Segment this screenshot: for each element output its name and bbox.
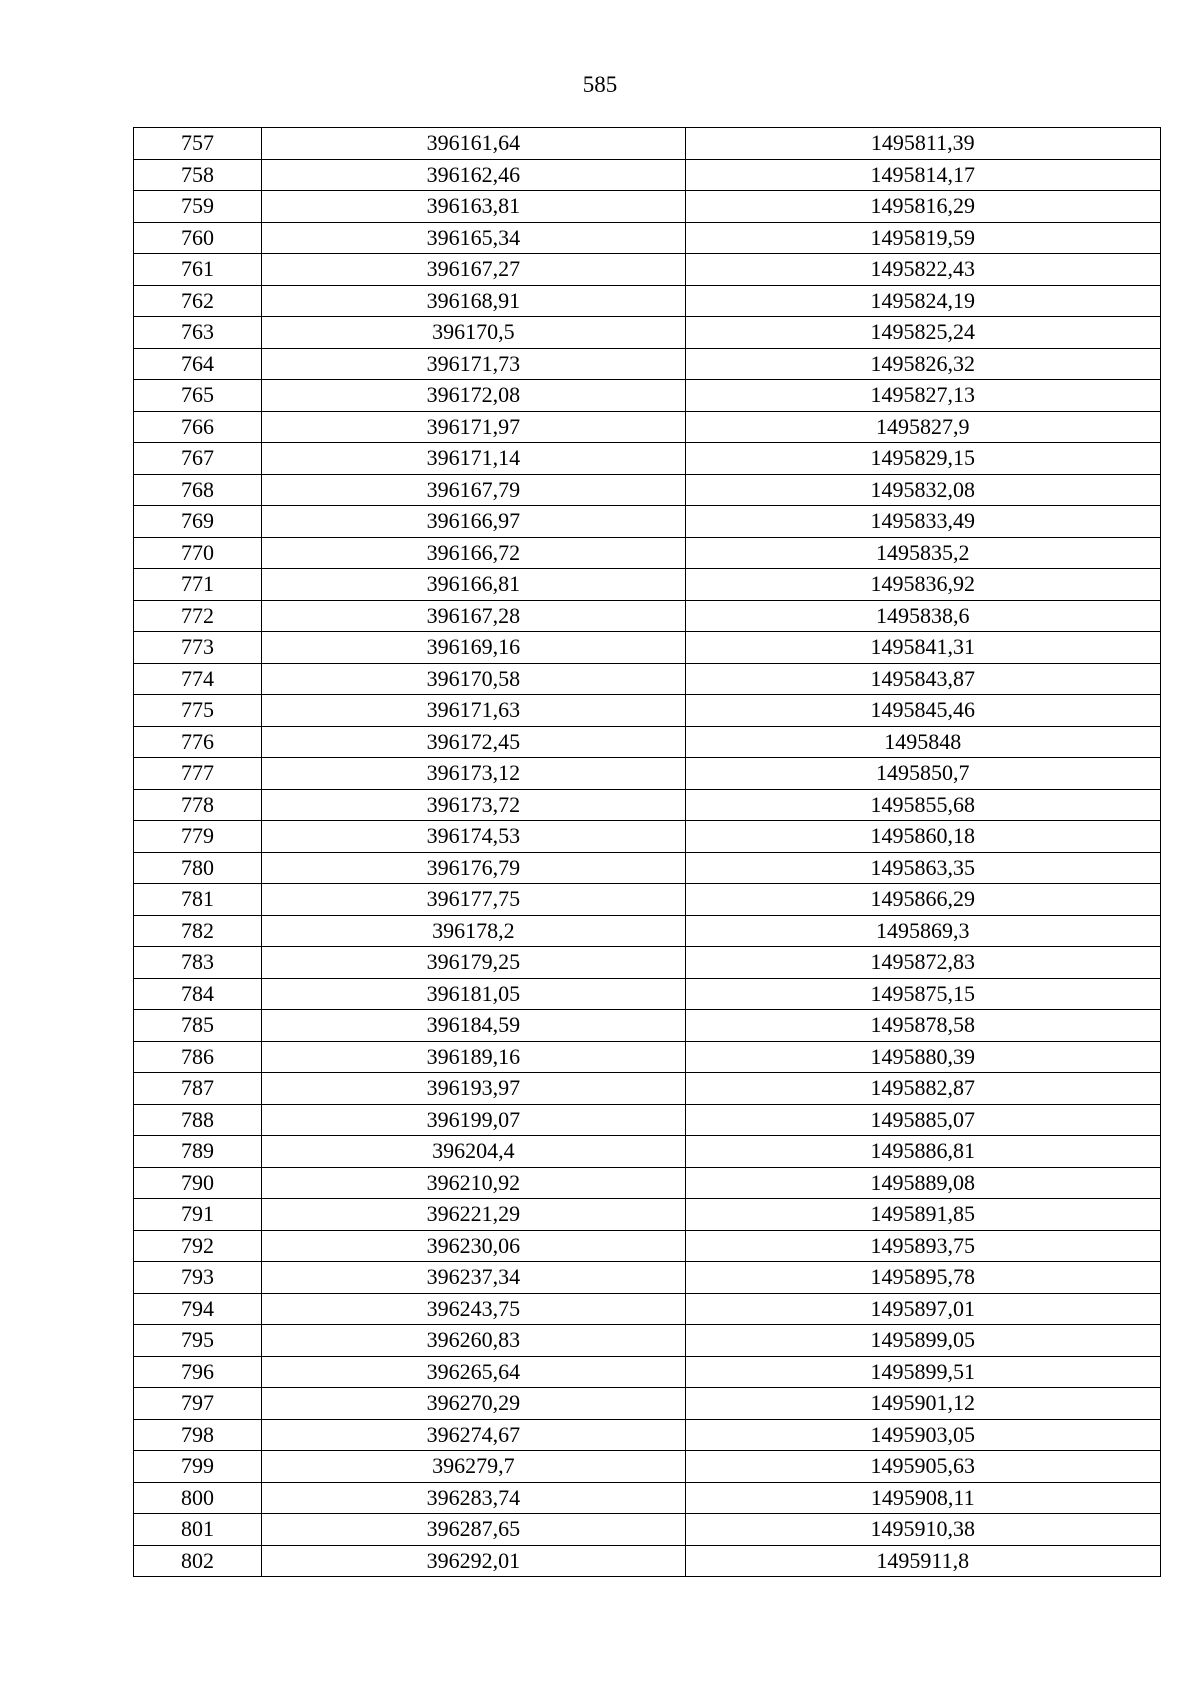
- y-coordinate-cell: 1495889,08: [685, 1167, 1160, 1199]
- table-row: [134, 1073, 1161, 1105]
- point-number-cell: 779: [134, 821, 262, 853]
- point-number-cell: 801: [134, 1514, 262, 1546]
- x-coordinate-cell: 396170,5: [262, 317, 685, 349]
- x-coordinate-cell: 396189,16: [262, 1041, 685, 1073]
- point-number-cell: 765: [134, 380, 262, 412]
- y-coordinate-cell: 1495816,29: [685, 191, 1160, 223]
- y-coordinate-cell: 1495905,63: [685, 1451, 1160, 1483]
- table-row: [134, 411, 1161, 443]
- y-coordinate-cell: 1495824,19: [685, 285, 1160, 317]
- table-row: [134, 695, 1161, 727]
- table-row: [134, 317, 1161, 349]
- y-coordinate-cell: 1495829,15: [685, 443, 1160, 475]
- point-number-cell: 793: [134, 1262, 262, 1294]
- point-number-cell: 764: [134, 348, 262, 380]
- table-row: [134, 1325, 1161, 1357]
- table-row: [134, 1199, 1161, 1231]
- y-coordinate-cell: 1495838,6: [685, 600, 1160, 632]
- table-row: [134, 726, 1161, 758]
- x-coordinate-cell: 396193,97: [262, 1073, 685, 1105]
- x-coordinate-cell: 396173,12: [262, 758, 685, 790]
- coordinates-table: [133, 127, 1161, 1577]
- x-coordinate-cell: 396243,75: [262, 1293, 685, 1325]
- x-coordinate-cell: 396287,65: [262, 1514, 685, 1546]
- table-row: [134, 632, 1161, 664]
- table-row: [134, 1545, 1161, 1577]
- point-number-cell: 757: [134, 128, 262, 160]
- table-row: [134, 1041, 1161, 1073]
- x-coordinate-cell: 396177,75: [262, 884, 685, 916]
- point-number-cell: 797: [134, 1388, 262, 1420]
- table-row: [134, 758, 1161, 790]
- x-coordinate-cell: 396179,25: [262, 947, 685, 979]
- table-row: [134, 1482, 1161, 1514]
- x-coordinate-cell: 396171,97: [262, 411, 685, 443]
- y-coordinate-cell: 1495841,31: [685, 632, 1160, 664]
- point-number-cell: 785: [134, 1010, 262, 1042]
- table-row: [134, 254, 1161, 286]
- point-number-cell: 775: [134, 695, 262, 727]
- x-coordinate-cell: 396230,06: [262, 1230, 685, 1262]
- point-number-cell: 771: [134, 569, 262, 601]
- y-coordinate-cell: 1495822,43: [685, 254, 1160, 286]
- point-number-cell: 760: [134, 222, 262, 254]
- table-row: [134, 128, 1161, 160]
- point-number-cell: 796: [134, 1356, 262, 1388]
- y-coordinate-cell: 1495899,51: [685, 1356, 1160, 1388]
- x-coordinate-cell: 396265,64: [262, 1356, 685, 1388]
- table-row: [134, 1230, 1161, 1262]
- x-coordinate-cell: 396199,07: [262, 1104, 685, 1136]
- y-coordinate-cell: 1495911,8: [685, 1545, 1160, 1577]
- y-coordinate-cell: 1495891,85: [685, 1199, 1160, 1231]
- table-row: [134, 380, 1161, 412]
- page-number: 585: [582, 72, 618, 97]
- table-row: [134, 506, 1161, 538]
- y-coordinate-cell: 1495899,05: [685, 1325, 1160, 1357]
- y-coordinate-cell: 1495811,39: [685, 128, 1160, 160]
- x-coordinate-cell: 396204,4: [262, 1136, 685, 1168]
- table-row: [134, 1167, 1161, 1199]
- point-number-cell: 777: [134, 758, 262, 790]
- point-number-cell: 769: [134, 506, 262, 538]
- point-number-cell: 791: [134, 1199, 262, 1231]
- x-coordinate-cell: 396181,05: [262, 978, 685, 1010]
- x-coordinate-cell: 396172,45: [262, 726, 685, 758]
- x-coordinate-cell: 396292,01: [262, 1545, 685, 1577]
- x-coordinate-cell: 396166,72: [262, 537, 685, 569]
- table-row: [134, 600, 1161, 632]
- table-row: [134, 852, 1161, 884]
- point-number-cell: 795: [134, 1325, 262, 1357]
- table-row: [134, 1419, 1161, 1451]
- y-coordinate-cell: 1495863,35: [685, 852, 1160, 884]
- table-row: [134, 569, 1161, 601]
- table-row: [134, 1010, 1161, 1042]
- x-coordinate-cell: 396274,67: [262, 1419, 685, 1451]
- x-coordinate-cell: 396163,81: [262, 191, 685, 223]
- y-coordinate-cell: 1495882,87: [685, 1073, 1160, 1105]
- y-coordinate-cell: 1495819,59: [685, 222, 1160, 254]
- x-coordinate-cell: 396173,72: [262, 789, 685, 821]
- x-coordinate-cell: 396172,08: [262, 380, 685, 412]
- table-row: [134, 663, 1161, 695]
- point-number-cell: 798: [134, 1419, 262, 1451]
- table-row: [134, 159, 1161, 191]
- y-coordinate-cell: 1495833,49: [685, 506, 1160, 538]
- table-row: [134, 443, 1161, 475]
- point-number-cell: 784: [134, 978, 262, 1010]
- point-number-cell: 772: [134, 600, 262, 632]
- x-coordinate-cell: 396168,91: [262, 285, 685, 317]
- x-coordinate-cell: 396169,16: [262, 632, 685, 664]
- point-number-cell: 781: [134, 884, 262, 916]
- table-row: [134, 1514, 1161, 1546]
- y-coordinate-cell: 1495850,7: [685, 758, 1160, 790]
- table-row: [134, 1388, 1161, 1420]
- table-row: [134, 821, 1161, 853]
- x-coordinate-cell: 396166,97: [262, 506, 685, 538]
- x-coordinate-cell: 396237,34: [262, 1262, 685, 1294]
- table-row: [134, 537, 1161, 569]
- y-coordinate-cell: 1495878,58: [685, 1010, 1160, 1042]
- y-coordinate-cell: 1495860,18: [685, 821, 1160, 853]
- point-number-cell: 770: [134, 537, 262, 569]
- y-coordinate-cell: 1495875,15: [685, 978, 1160, 1010]
- x-coordinate-cell: 396279,7: [262, 1451, 685, 1483]
- table-row: [134, 285, 1161, 317]
- y-coordinate-cell: 1495836,92: [685, 569, 1160, 601]
- point-number-cell: 790: [134, 1167, 262, 1199]
- point-number-cell: 761: [134, 254, 262, 286]
- x-coordinate-cell: 396174,53: [262, 821, 685, 853]
- table-row: [134, 978, 1161, 1010]
- y-coordinate-cell: 1495903,05: [685, 1419, 1160, 1451]
- y-coordinate-cell: 1495832,08: [685, 474, 1160, 506]
- table-row: [134, 789, 1161, 821]
- y-coordinate-cell: 1495866,29: [685, 884, 1160, 916]
- table-row: [134, 1293, 1161, 1325]
- coordinates-table-body: [134, 128, 1161, 1577]
- point-number-cell: 763: [134, 317, 262, 349]
- point-number-cell: 802: [134, 1545, 262, 1577]
- point-number-cell: 786: [134, 1041, 262, 1073]
- x-coordinate-cell: 396171,63: [262, 695, 685, 727]
- x-coordinate-cell: 396178,2: [262, 915, 685, 947]
- point-number-cell: 758: [134, 159, 262, 191]
- x-coordinate-cell: 396165,34: [262, 222, 685, 254]
- point-number-cell: 783: [134, 947, 262, 979]
- x-coordinate-cell: 396270,29: [262, 1388, 685, 1420]
- y-coordinate-cell: 1495897,01: [685, 1293, 1160, 1325]
- point-number-cell: 780: [134, 852, 262, 884]
- point-number-cell: 759: [134, 191, 262, 223]
- point-number-cell: 799: [134, 1451, 262, 1483]
- y-coordinate-cell: 1495825,24: [685, 317, 1160, 349]
- table-row: [134, 947, 1161, 979]
- y-coordinate-cell: 1495910,38: [685, 1514, 1160, 1546]
- y-coordinate-cell: 1495848: [685, 726, 1160, 758]
- point-number-cell: 766: [134, 411, 262, 443]
- table-row: [134, 1262, 1161, 1294]
- table-row: [134, 222, 1161, 254]
- y-coordinate-cell: 1495880,39: [685, 1041, 1160, 1073]
- y-coordinate-cell: 1495893,75: [685, 1230, 1160, 1262]
- y-coordinate-cell: 1495827,13: [685, 380, 1160, 412]
- x-coordinate-cell: 396171,14: [262, 443, 685, 475]
- table-row: [134, 884, 1161, 916]
- table-row: [134, 1451, 1161, 1483]
- point-number-cell: 794: [134, 1293, 262, 1325]
- table-row: [134, 348, 1161, 380]
- x-coordinate-cell: 396210,92: [262, 1167, 685, 1199]
- y-coordinate-cell: 1495835,2: [685, 537, 1160, 569]
- x-coordinate-cell: 396260,83: [262, 1325, 685, 1357]
- y-coordinate-cell: 1495814,17: [685, 159, 1160, 191]
- y-coordinate-cell: 1495827,9: [685, 411, 1160, 443]
- y-coordinate-cell: 1495845,46: [685, 695, 1160, 727]
- x-coordinate-cell: 396283,74: [262, 1482, 685, 1514]
- x-coordinate-cell: 396184,59: [262, 1010, 685, 1042]
- table-row: [134, 191, 1161, 223]
- point-number-cell: 774: [134, 663, 262, 695]
- point-number-cell: 762: [134, 285, 262, 317]
- y-coordinate-cell: 1495855,68: [685, 789, 1160, 821]
- point-number-cell: 792: [134, 1230, 262, 1262]
- x-coordinate-cell: 396167,79: [262, 474, 685, 506]
- x-coordinate-cell: 396167,28: [262, 600, 685, 632]
- table-row: [134, 474, 1161, 506]
- x-coordinate-cell: 396167,27: [262, 254, 685, 286]
- x-coordinate-cell: 396176,79: [262, 852, 685, 884]
- x-coordinate-cell: 396162,46: [262, 159, 685, 191]
- y-coordinate-cell: 1495885,07: [685, 1104, 1160, 1136]
- x-coordinate-cell: 396221,29: [262, 1199, 685, 1231]
- point-number-cell: 773: [134, 632, 262, 664]
- point-number-cell: 787: [134, 1073, 262, 1105]
- y-coordinate-cell: 1495908,11: [685, 1482, 1160, 1514]
- point-number-cell: 782: [134, 915, 262, 947]
- y-coordinate-cell: 1495901,12: [685, 1388, 1160, 1420]
- table-row: [134, 1356, 1161, 1388]
- point-number-cell: 789: [134, 1136, 262, 1168]
- point-number-cell: 767: [134, 443, 262, 475]
- y-coordinate-cell: 1495843,87: [685, 663, 1160, 695]
- table-row: [134, 915, 1161, 947]
- point-number-cell: 778: [134, 789, 262, 821]
- point-number-cell: 776: [134, 726, 262, 758]
- table-row: [134, 1104, 1161, 1136]
- x-coordinate-cell: 396166,81: [262, 569, 685, 601]
- y-coordinate-cell: 1495872,83: [685, 947, 1160, 979]
- point-number-cell: 768: [134, 474, 262, 506]
- x-coordinate-cell: 396171,73: [262, 348, 685, 380]
- point-number-cell: 788: [134, 1104, 262, 1136]
- y-coordinate-cell: 1495869,3: [685, 915, 1160, 947]
- table-row: [134, 1136, 1161, 1168]
- y-coordinate-cell: 1495826,32: [685, 348, 1160, 380]
- y-coordinate-cell: 1495895,78: [685, 1262, 1160, 1294]
- x-coordinate-cell: 396170,58: [262, 663, 685, 695]
- x-coordinate-cell: 396161,64: [262, 128, 685, 160]
- point-number-cell: 800: [134, 1482, 262, 1514]
- y-coordinate-cell: 1495886,81: [685, 1136, 1160, 1168]
